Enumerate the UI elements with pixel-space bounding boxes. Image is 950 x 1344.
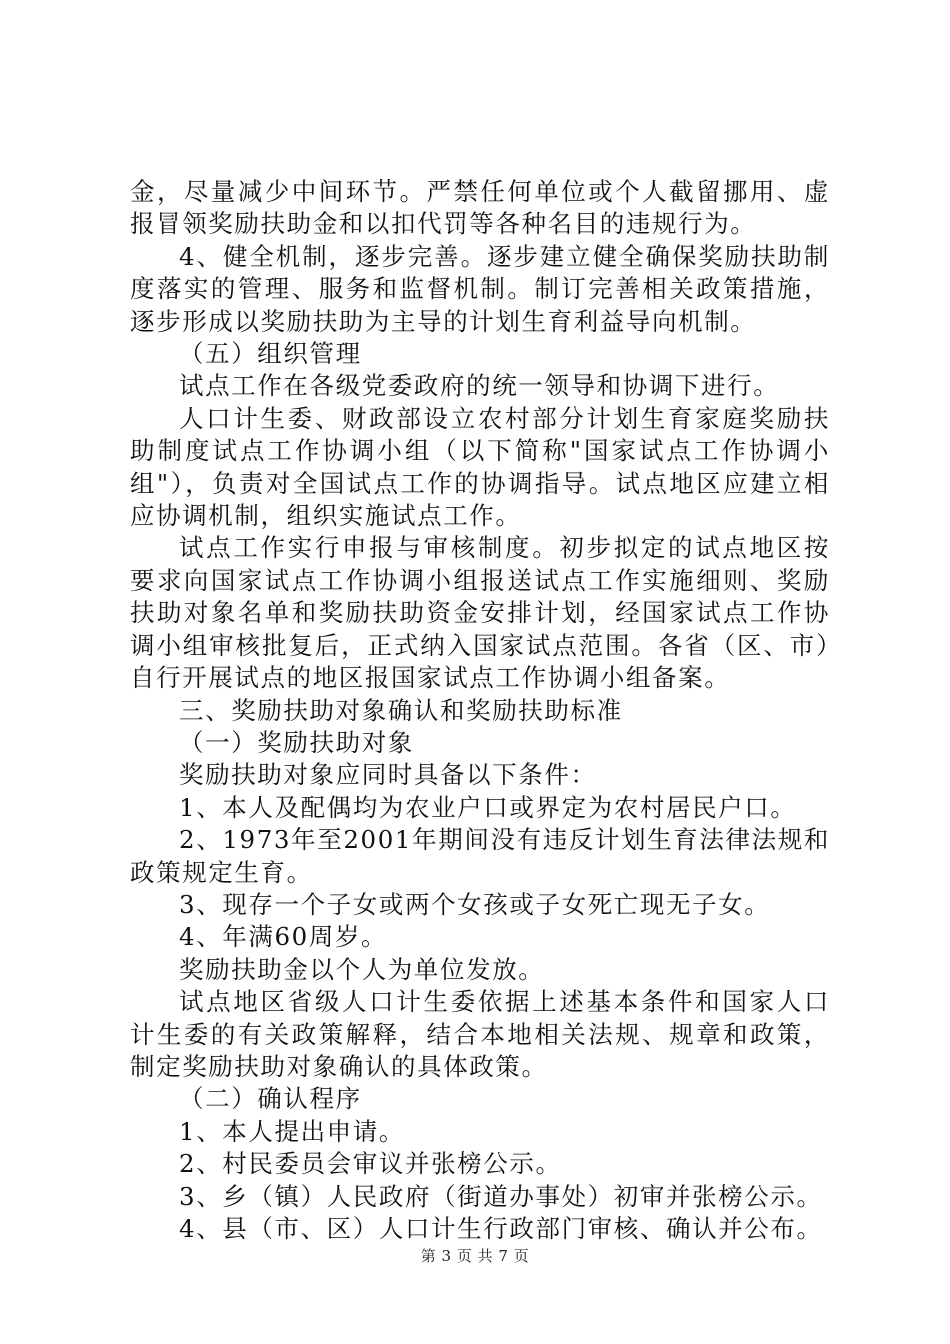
section-heading: （二）确认程序 bbox=[179, 1084, 362, 1114]
paragraph: 奖励扶助对象应同时具备以下条件： bbox=[179, 760, 597, 790]
page-footer bbox=[0, 1246, 950, 1266]
paragraph: 人口计生委、财政部设立农村部分计划生育家庭奖励扶助制度试点工作协调小组（以下简称"国家试点工作协调小组"），负责对全国试点工作的协调指导。试点地区应建立相应协调机制，组织实施试点工作。 bbox=[130, 403, 830, 531]
paragraph: 金，尽量减少中间环节。严禁任何单位或个人截留挪用、虚报冒领奖励扶助金和以扣代罚等各种名目的违规行为。 bbox=[130, 177, 830, 239]
list-item: 2、1973年至2001年期间没有违反计划生育法律法规和政策规定生育。 bbox=[130, 825, 830, 887]
list-item: 3、乡（镇）人民政府（街道办事处）初审并张榜公示。 bbox=[179, 1181, 823, 1211]
list-item: 4、年满60周岁。 bbox=[179, 922, 388, 952]
list-item: 1、本人提出申请。 bbox=[179, 1116, 405, 1146]
list-item: 1、本人及配偶均为农业户口或界定为农村居民户口。 bbox=[179, 792, 797, 822]
paragraph: 试点工作在各级党委政府的统一领导和协调下进行。 bbox=[179, 371, 780, 401]
document-body bbox=[130, 176, 830, 1245]
list-item: 4、县（市、区）人口计生行政部门审核、确认并公布。 bbox=[179, 1214, 823, 1243]
section-heading: （五）组织管理 bbox=[179, 339, 362, 369]
paragraph: 奖励扶助金以个人为单位发放。 bbox=[179, 954, 545, 984]
list-item: 3、现存一个子女或两个女孩或子女死亡现无子女。 bbox=[179, 889, 771, 919]
paragraph: 4、健全机制，逐步完善。逐步建立健全确保奖励扶助制度落实的管理、服务和监督机制。制订完善相关政策措施，逐步形成以奖励扶助为主导的计划生育利益导向机制。 bbox=[130, 241, 830, 336]
paragraph: 试点地区省级人口计生委依据上述基本条件和国家人口计生委的有关政策解释，结合本地相关法规、规章和政策，制定奖励扶助对象确认的具体政策。 bbox=[130, 987, 830, 1081]
section-heading: （一）奖励扶助对象 bbox=[179, 727, 414, 757]
section-heading: 三、奖励扶助对象确认和奖励扶助标准 bbox=[179, 695, 623, 725]
paragraph: 试点工作实行申报与审核制度。初步拟定的试点地区按要求向国家试点工作协调小组报送试点工作实施细则、奖励扶助对象名单和奖励扶助资金安排计划，经国家试点工作协调小组审核批复后，正式纳入国家试点范围。各省（区、市）自行开展试点的地区报国家试点工作协调小组备案。 bbox=[130, 533, 830, 693]
list-item: 2、村民委员会审议并张榜公示。 bbox=[179, 1149, 562, 1179]
page-number-label: 第 3 页 共 7 页 bbox=[420, 1247, 530, 1265]
